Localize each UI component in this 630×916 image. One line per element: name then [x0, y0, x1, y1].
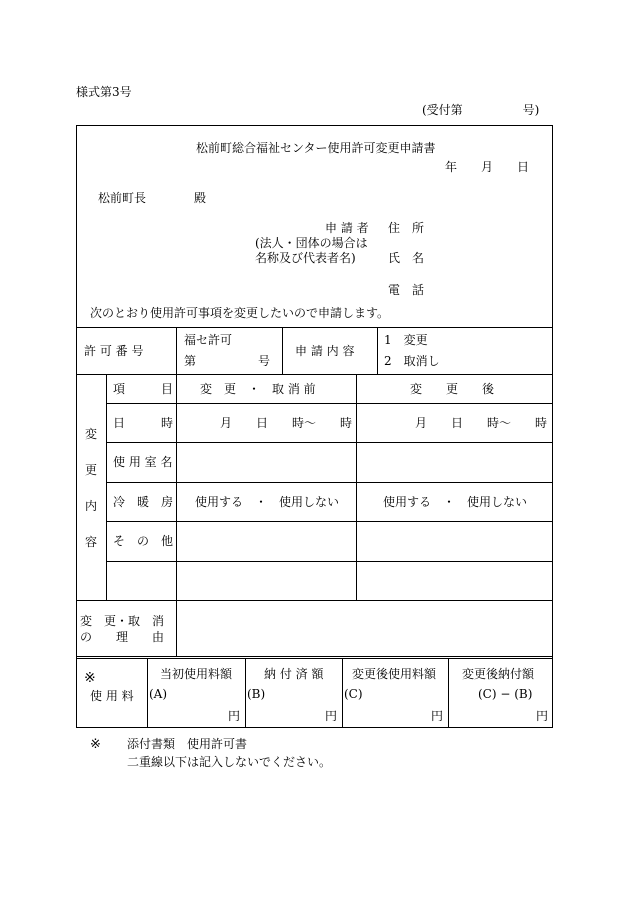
permit-prefix: 福セ許可 — [184, 333, 233, 347]
fee-label: 使 用 料 — [90, 689, 134, 703]
hvac-after-choice[interactable]: 使用する ・ 使用しない — [383, 495, 528, 509]
statement: 次のとおり使用許可事項を変更したいので申請します。 — [90, 306, 390, 320]
change-section-label: 変 更 内 容 — [84, 427, 97, 549]
yen-c: 円 — [431, 709, 444, 723]
before-label: 変 更 ・ 取 消 前 — [200, 382, 316, 396]
applicant-label: 申 請 者 — [325, 221, 369, 235]
footer-mark: ※ — [90, 737, 101, 752]
permit-dai: 第 — [184, 354, 197, 368]
yen-a: 円 — [228, 709, 241, 723]
date-field[interactable]: 年 月 日 — [445, 160, 530, 174]
fee-col-new-payment: 変更後納付額 — [462, 667, 535, 681]
permit-go: 号 — [258, 354, 271, 368]
fee-tag-a: (A) — [149, 687, 168, 701]
fee-tag-b: (B) — [247, 687, 266, 701]
room-label: 使 用 室 名 — [113, 455, 173, 469]
after-label: 変 更 後 — [410, 382, 495, 396]
name-label: 氏 名 — [388, 251, 425, 265]
hvac-label: 冷 暖 房 — [113, 495, 174, 509]
footer-note: 二重線以下は記入しないでください。 — [127, 755, 332, 769]
form-number: 様式第3号 — [76, 85, 132, 99]
datetime-before-field[interactable]: 月 日 時〜 時 — [220, 416, 353, 430]
datetime-after-field[interactable]: 月 日 時〜 時 — [415, 416, 548, 430]
yen-d: 円 — [536, 709, 549, 723]
item-label: 項 目 — [113, 382, 174, 396]
request-label: 申 請 内 容 — [295, 344, 355, 358]
address-label: 住 所 — [388, 221, 425, 235]
reason-label-line2: の 理 由 — [80, 630, 165, 644]
addressee: 松前町長 — [98, 191, 147, 205]
corp-note-1: (法人・団体の場合は — [255, 236, 368, 250]
fee-mark: ※ — [84, 670, 96, 686]
yen-b: 円 — [325, 709, 338, 723]
option-change[interactable]: 1 変更 — [384, 333, 428, 347]
other-label: そ の 他 — [113, 534, 174, 548]
datetime-label: 日 時 — [113, 416, 174, 430]
option-cancel[interactable]: 2 取消し — [384, 354, 440, 368]
permit-number-label: 許 可 番 号 — [84, 344, 144, 358]
form-title: 松前町総合福祉センター使用許可変更申請書 — [196, 141, 436, 155]
corp-note-2: 名称及び代表者名) — [255, 251, 356, 265]
fee-col-new: 変更後使用料額 — [352, 667, 437, 681]
fee-formula: (C) − (B) — [478, 687, 533, 701]
fee-col-paid: 納 付 済 額 — [264, 667, 324, 681]
hvac-before-choice[interactable]: 使用する ・ 使用しない — [195, 495, 340, 509]
fee-col-initial: 当初使用料額 — [160, 667, 233, 681]
reason-label-line1: 変 更・取 消 — [80, 614, 165, 628]
receipt-number: (受付第 号) — [422, 103, 540, 117]
fee-tag-c: (C) — [344, 687, 363, 701]
honorific: 殿 — [194, 191, 207, 205]
footer-attachments: 添付書類 使用許可書 — [127, 737, 248, 751]
phone-label: 電 話 — [388, 283, 425, 297]
